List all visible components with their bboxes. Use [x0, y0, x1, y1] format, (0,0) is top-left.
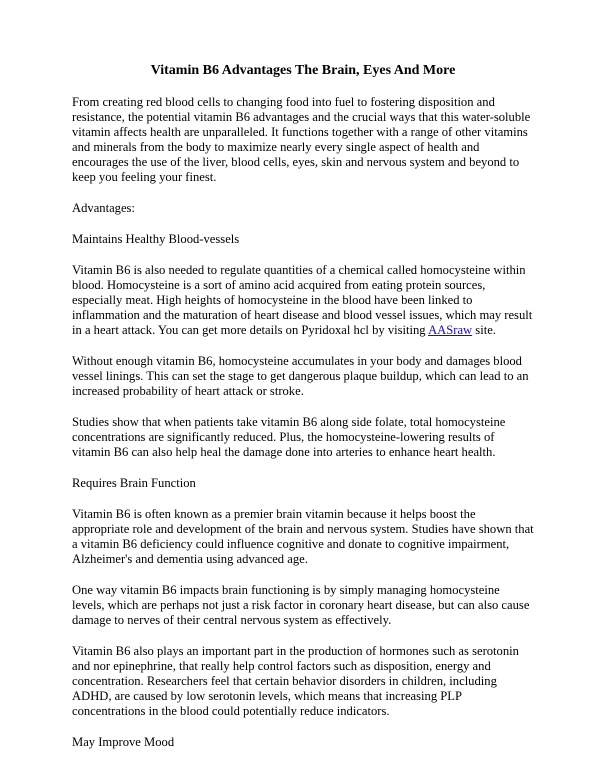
- blood-vessels-paragraph-3: Studies show that when patients take vitamin B6 along side folate, total homocysteine concentrations are significantly reduced. Plus, the homocysteine-lowering results of vitamin B6 can also help heal the damage done into arteries to enhance heart health.: [72, 415, 506, 459]
- paragraph-text: Vitamin B6 is also needed to regulate quantities of a chemical called homocysteine within blood. Homocysteine is a sort of amino acid acquired from eating protein sources, especially meat. High heights of homocysteine in the blood have been linked to inflammation and the maturation of heart disease and blood vessel issues, which may result in a heart attack. You can get more details on Pyridoxal hcl by visiting: [72, 263, 533, 337]
- section-heading-brain-function: Requires Brain Function: [72, 476, 196, 490]
- blood-vessels-paragraph-2: Without enough vitamin B6, homocysteine accumulates in your body and damages blood vessel linings. This can set the stage to get dangerous plaque buildup, which can lead to an increased probability of heart attack or stroke.: [72, 354, 529, 398]
- section-heading-blood-vessels: Maintains Healthy Blood-vessels: [72, 232, 240, 246]
- article-title: Vitamin B6 Advantages The Brain, Eyes And More: [150, 63, 456, 78]
- section-heading-mood: May Improve Mood: [72, 735, 175, 749]
- brain-function-paragraph-3: Vitamin B6 also plays an important part in the production of hormones such as serotonin and nor epinephrine, that really help control factors such as disposition, energy and concentration. Researchers feel that certain behavior disorders in children, including ADHD, are caused by low serotonin levels, which means that increasing PLP concentrations in the blood could potentially reduce indicators.: [72, 644, 519, 718]
- aasraw-link[interactable]: AASraw: [428, 323, 473, 337]
- intro-paragraph: From creating red blood cells to changing food into fuel to fostering disposition and resistance, the potential vitamin B6 advantages and the crucial ways that this water-soluble vitamin affects health are unparalleled. It functions together with a range of other vitamins and minerals from the body to maximize nearly every single aspect of health and encourages the use of the liver, blood cells, eyes, skin and nervous system and beyond to keep you feeling your finest.: [72, 95, 531, 184]
- blood-vessels-paragraph-1: [72, 263, 534, 338]
- paragraph-text-end: site.: [472, 323, 496, 337]
- article-body: [72, 62, 534, 766]
- advantages-heading: Advantages:: [72, 201, 135, 215]
- brain-function-paragraph-1: Vitamin B6 is often known as a premier brain vitamin because it helps boost the appropriate role and development of the brain and nervous system. Studies have shown that a vitamin B6 deficiency could influence cognitive and donate to cognitive impairment, Alzheimer's and dementia using advanced age.: [72, 507, 534, 566]
- brain-function-paragraph-2: One way vitamin B6 impacts brain functioning is by simply managing homocysteine levels, which are perhaps not just a risk factor in coronary heart disease, but can also cause damage to nerves of their central nervous system as effectively.: [72, 583, 530, 627]
